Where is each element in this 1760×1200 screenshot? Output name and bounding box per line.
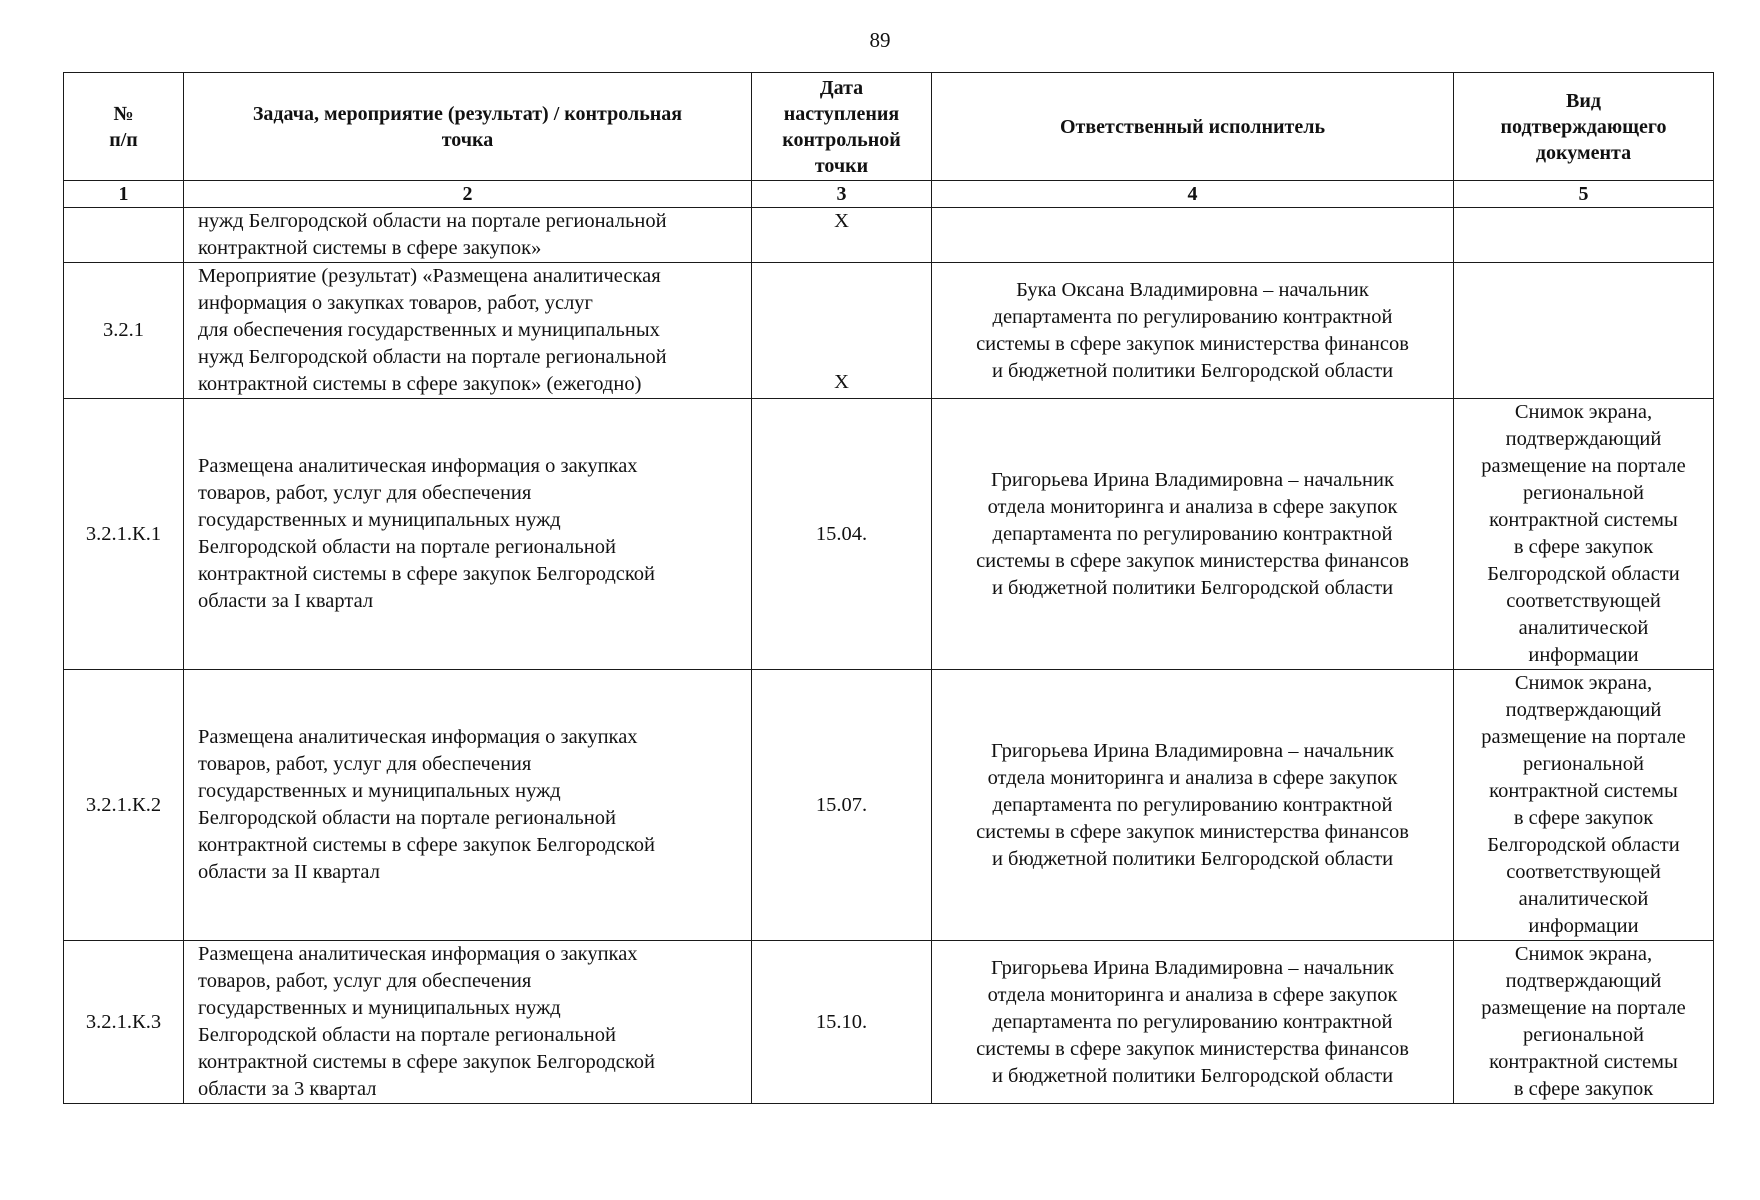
header-date — [752, 73, 932, 181]
task-line: контрактной системы в сфере закупок» (ежегодно) — [198, 373, 642, 395]
task-line: нужд Белгородской области на портале региональной — [198, 210, 667, 232]
document-line: подтверждающий — [1505, 970, 1662, 992]
document-line: информации — [1528, 644, 1639, 666]
executor-line: системы в сфере закупок министерства финансов — [976, 820, 1409, 843]
document-line: аналитической — [1518, 888, 1649, 910]
row-number: 3.2.1.К.3 — [64, 941, 184, 1104]
document-line: подтверждающий — [1505, 428, 1662, 450]
task-line: товаров, работ, услуг для обеспечения — [198, 482, 532, 504]
header-task — [184, 73, 752, 181]
document-line: размещение на портале — [1481, 997, 1686, 1019]
task-line: нужд Белгородской области на портале региональной — [198, 346, 667, 368]
document-line: информации — [1528, 915, 1639, 937]
task-line: контрактной системы в сфере закупок» — [198, 237, 542, 259]
task-line: Белгородской области на портале региональной — [198, 536, 616, 558]
document-line: контрактной системы — [1489, 509, 1678, 531]
executor-line: и бюджетной политики Белгородской области — [991, 359, 1394, 382]
executor-line: и бюджетной политики Белгородской области — [991, 847, 1394, 870]
document-line: в сфере закупок — [1513, 536, 1654, 558]
document-line: аналитической — [1518, 617, 1649, 639]
header-line: № — [113, 102, 134, 125]
executor-line: отдела мониторинга и анализа в сфере закупок — [987, 495, 1398, 518]
task-line: контрактной системы в сфере закупок Белгородской — [198, 563, 656, 585]
task-line: государственных и муниципальных нужд — [198, 509, 561, 531]
task-line: Размещена аналитическая информация о закупках — [198, 455, 638, 477]
header-line: подтверждающего — [1500, 115, 1667, 138]
task-line: контрактной системы в сфере закупок Белгородской — [198, 1051, 656, 1073]
task-line: товаров, работ, услуг для обеспечения — [198, 753, 532, 775]
task-line: области за 3 квартал — [198, 1078, 377, 1100]
row-executor — [932, 941, 1454, 1104]
document-line: Снимок экрана, — [1514, 943, 1653, 965]
document-line: контрактной системы — [1489, 1051, 1678, 1073]
column-number: 4 — [932, 181, 1454, 208]
column-number: 5 — [1454, 181, 1714, 208]
header-document — [1454, 73, 1714, 181]
row-task — [184, 941, 752, 1104]
document-line: Снимок экрана, — [1514, 672, 1653, 694]
date-value: X — [834, 370, 849, 393]
task-line: области за I квартал — [198, 590, 374, 612]
column-number: 2 — [184, 181, 752, 208]
task-line: Белгородской области на портале региональной — [198, 1024, 616, 1046]
row-number: 3.2.1 — [64, 263, 184, 399]
executor-line: Бука Оксана Владимировна – начальник — [1016, 278, 1369, 301]
executor-line: департамента по регулированию контрактной — [992, 305, 1393, 328]
row-date: 15.04. — [752, 399, 932, 670]
row-number — [64, 208, 184, 263]
column-number: 3 — [752, 181, 932, 208]
task-line: товаров, работ, услуг для обеспечения — [198, 970, 532, 992]
executor-line: отдела мониторинга и анализа в сфере закупок — [987, 983, 1398, 1006]
document-line: соответствующей — [1506, 590, 1661, 612]
header-row — [64, 73, 1714, 181]
document-line: Белгородской области — [1487, 563, 1680, 585]
document-line: региональной — [1523, 753, 1644, 775]
control-points-table — [63, 72, 1714, 1104]
document-line: Снимок экрана, — [1514, 401, 1653, 423]
task-line: Мероприятие (результат) «Размещена аналитическая — [198, 265, 661, 287]
row-number: 3.2.1.К.2 — [64, 670, 184, 941]
task-line: Размещена аналитическая информация о закупках — [198, 943, 638, 965]
table-body — [64, 208, 1714, 1104]
header-line: контрольной — [782, 128, 901, 151]
row-date: X — [752, 208, 932, 263]
table-row — [64, 399, 1714, 670]
header-line: Ответственный исполнитель — [1059, 115, 1326, 138]
executor-line: Григорьева Ирина Владимировна – начальник — [991, 468, 1394, 491]
document-line: в сфере закупок — [1513, 1078, 1654, 1100]
executor-line: департамента по регулированию контрактной — [992, 793, 1393, 816]
executor-line: Григорьева Ирина Владимировна – начальник — [991, 739, 1394, 762]
column-number: 1 — [64, 181, 184, 208]
document-line: контрактной системы — [1489, 780, 1678, 802]
header-line: Вид — [1566, 89, 1601, 112]
row-task — [184, 399, 752, 670]
document-line: в сфере закупок — [1513, 807, 1654, 829]
document-line: соответствующей — [1506, 861, 1661, 883]
page-number: 89 — [869, 28, 891, 52]
row-date — [752, 263, 932, 399]
column-number-row — [64, 181, 1714, 208]
task-line: Размещена аналитическая информация о закупках — [198, 726, 638, 748]
row-task — [184, 208, 752, 263]
table-header — [64, 73, 1714, 208]
row-date: 15.10. — [752, 941, 932, 1104]
row-task — [184, 263, 752, 399]
table-row — [64, 670, 1714, 941]
header-line: п/п — [109, 128, 138, 151]
row-task — [184, 670, 752, 941]
task-line: государственных и муниципальных нужд — [198, 997, 561, 1019]
executor-line: и бюджетной политики Белгородской области — [991, 576, 1394, 599]
task-line: контрактной системы в сфере закупок Белгородской — [198, 834, 656, 856]
document-line: региональной — [1523, 482, 1644, 504]
executor-line: и бюджетной политики Белгородской области — [991, 1064, 1394, 1087]
executor-line: Григорьева Ирина Владимировна – начальник — [991, 956, 1394, 979]
header-line: наступления — [783, 102, 900, 125]
document-line: региональной — [1523, 1024, 1644, 1046]
header-line: точки — [814, 154, 869, 177]
row-document — [1454, 670, 1714, 941]
task-line: области за II квартал — [198, 861, 380, 883]
row-document — [1454, 399, 1714, 670]
row-executor — [932, 670, 1454, 941]
table-row — [64, 263, 1714, 399]
executor-line: системы в сфере закупок министерства финансов — [976, 332, 1409, 355]
document-line: подтверждающий — [1505, 699, 1662, 721]
task-line: Белгородской области на портале региональной — [198, 807, 616, 829]
table-row — [64, 941, 1714, 1104]
header-line: документа — [1535, 141, 1632, 164]
task-line: для обеспечения государственных и муниципальных — [198, 319, 660, 341]
row-document — [1454, 208, 1714, 263]
executor-line: отдела мониторинга и анализа в сфере закупок — [987, 766, 1398, 789]
header-executor — [932, 73, 1454, 181]
header-line: Задача, мероприятие (результат) / контрольная — [252, 102, 683, 125]
executor-line: системы в сфере закупок министерства финансов — [976, 549, 1409, 572]
executor-line: системы в сфере закупок министерства финансов — [976, 1037, 1409, 1060]
header-line: точка — [441, 128, 494, 151]
document-line: размещение на портале — [1481, 455, 1686, 477]
table-row — [64, 208, 1714, 263]
executor-line: департамента по регулированию контрактной — [992, 1010, 1393, 1033]
date-container — [760, 266, 923, 396]
row-document — [1454, 941, 1714, 1104]
row-number: 3.2.1.К.1 — [64, 399, 184, 670]
row-executor — [932, 399, 1454, 670]
row-executor — [932, 208, 1454, 263]
row-executor — [932, 263, 1454, 399]
header-number — [64, 73, 184, 181]
executor-line: департамента по регулированию контрактной — [992, 522, 1393, 545]
row-date: 15.07. — [752, 670, 932, 941]
task-line: государственных и муниципальных нужд — [198, 780, 561, 802]
document-line: размещение на портале — [1481, 726, 1686, 748]
document-line: Белгородской области — [1487, 834, 1680, 856]
header-line: Дата — [819, 76, 864, 99]
task-line: информация о закупках товаров, работ, услуг — [198, 292, 593, 314]
row-document — [1454, 263, 1714, 399]
